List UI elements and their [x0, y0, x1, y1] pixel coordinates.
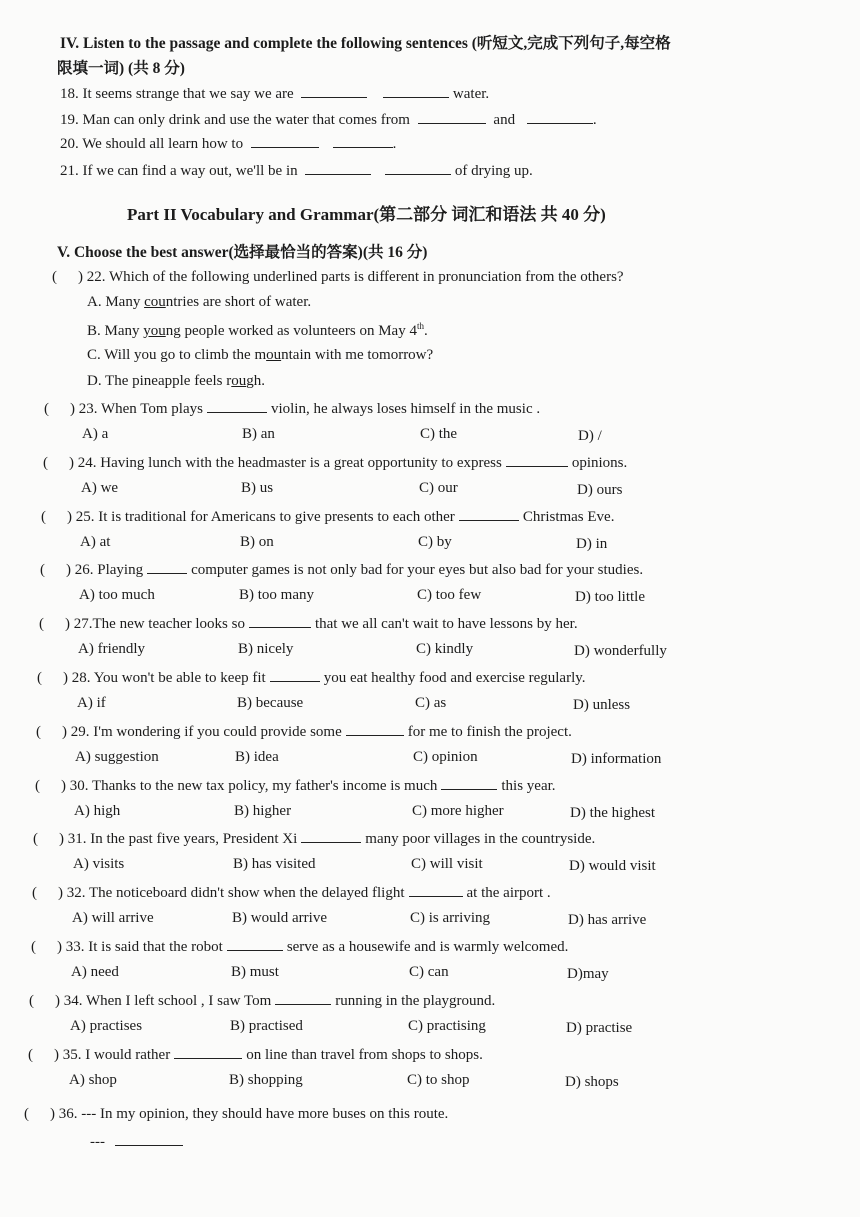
answer-blank[interactable] [333, 135, 393, 148]
question-34-option-b[interactable]: B) practised [230, 1018, 303, 1034]
answer-bracket[interactable]: ( [36, 724, 41, 740]
option-text: . [423, 323, 428, 339]
superscript: th [416, 321, 424, 331]
question-text-end: running in the playground. [335, 993, 496, 1009]
question-28-option-a[interactable]: A) if [77, 695, 106, 711]
answer-bracket[interactable]: ( [29, 993, 34, 1009]
question-33-option-c[interactable]: C) can [409, 964, 449, 980]
answer-blank[interactable] [270, 669, 320, 682]
underlined-part: cou [144, 294, 166, 310]
answer-blank[interactable] [506, 454, 568, 467]
question-19-text: 19. Man can only drink and use the water that comes from [60, 112, 410, 128]
question-35-option-c[interactable]: C) to shop [407, 1072, 470, 1088]
question-30-option-c[interactable]: C) more higher [412, 803, 504, 819]
question-20-text: 20. We should all learn how to [60, 136, 244, 152]
question-25-option-c[interactable]: C) by [418, 534, 452, 550]
question-30-option-b[interactable]: B) higher [234, 803, 292, 819]
question-19-period: . [592, 112, 597, 128]
question-34-option-c[interactable]: C) practising [408, 1018, 486, 1034]
question-text: ) 23. When Tom plays [70, 401, 203, 417]
question-32-option-c[interactable]: C) is arriving [410, 910, 490, 926]
answer-blank[interactable] [249, 615, 311, 628]
answer-bracket[interactable]: ( [41, 509, 46, 525]
question-text: ) 27.The new teacher looks so [65, 616, 245, 632]
question-26-option-b[interactable]: B) too many [239, 587, 314, 603]
question-28-option-d[interactable]: D) unless [573, 697, 631, 713]
question-text: ) 33. It is said that the robot [57, 939, 223, 955]
answer-blank[interactable] [174, 1046, 242, 1059]
question-text-end: opinions. [571, 455, 628, 471]
answer-blank[interactable] [527, 111, 593, 124]
option-text: C. Will you go to climb the m [87, 347, 267, 363]
question-35 [28, 1046, 483, 1064]
question-30-option-d[interactable]: D) the highest [570, 805, 655, 821]
question-35-option-a[interactable]: A) shop [69, 1072, 117, 1088]
question-26 [40, 561, 643, 579]
option-text: gh. [246, 373, 266, 389]
answer-blank[interactable] [409, 884, 463, 897]
question-30-option-a[interactable]: A) high [74, 803, 121, 819]
question-24-option-b[interactable]: B) us [241, 480, 274, 496]
answer-blank[interactable] [418, 111, 486, 124]
answer-bracket[interactable]: ( [39, 616, 44, 632]
question-32 [32, 884, 551, 902]
answer-blank[interactable] [301, 830, 361, 843]
question-22-text: ) 22. Which of the following underlined parts is different in pronunciation from the others? [78, 269, 624, 285]
answer-bracket[interactable]: ( [43, 455, 48, 471]
answer-blank[interactable] [115, 1133, 183, 1146]
question-35-option-d[interactable]: D) shops [565, 1074, 619, 1090]
answer-blank[interactable] [441, 777, 497, 790]
question-text-end: on line than travel from shops to shops. [246, 1047, 483, 1063]
answer-bracket[interactable]: ( [52, 269, 57, 285]
underlined-part: you [143, 323, 166, 339]
question-27-option-a[interactable]: A) friendly [78, 641, 146, 657]
option-text: B. Many [87, 323, 144, 339]
question-26-option-a[interactable]: A) too much [79, 587, 155, 603]
question-22-option-d[interactable] [87, 373, 265, 390]
section-4-heading-line1: IV. Listen to the passage and complete the following sentences (听短文,完成下列句子,每空格 [60, 35, 671, 52]
answer-bracket[interactable]: ( [31, 939, 36, 955]
option-text: D. The pineapple feels r [87, 373, 232, 389]
question-24 [43, 454, 627, 472]
question-28 [37, 669, 586, 687]
question-20-period: . [392, 136, 397, 152]
question-32-option-d[interactable]: D) has arrive [568, 912, 647, 928]
question-25-option-d[interactable]: D) in [576, 536, 608, 552]
question-text-end: at the airport . [466, 885, 551, 901]
question-23-option-b[interactable]: B) an [242, 426, 275, 442]
question-18-text: 18. It seems strange that we say we are [60, 86, 294, 102]
question-28-option-b[interactable]: B) because [237, 695, 304, 711]
question-19-and: and [493, 112, 516, 128]
question-33 [31, 938, 568, 956]
question-23 [44, 400, 540, 418]
question-18 [60, 85, 489, 103]
question-25 [41, 508, 614, 526]
answer-blank[interactable] [305, 162, 371, 175]
answer-blank[interactable] [383, 85, 449, 98]
question-36-reply [90, 1133, 183, 1151]
answer-bracket[interactable]: ( [37, 670, 42, 686]
question-text: ) 31. In the past five years, President Xi [59, 831, 298, 847]
question-22-option-c[interactable] [87, 347, 433, 364]
question-text: ) 29. I'm wondering if you could provide some [62, 724, 342, 740]
answer-blank[interactable] [275, 992, 331, 1005]
option-text: ng people worked as volunteers on May 4 [165, 323, 417, 339]
answer-bracket[interactable]: ( [33, 831, 38, 847]
question-24-option-a[interactable]: A) we [81, 480, 119, 496]
question-29-option-a[interactable]: A) suggestion [75, 749, 159, 765]
underlined-part: ou [231, 373, 247, 389]
question-31-option-a[interactable]: A) visits [73, 856, 125, 872]
question-18-text-end: water. [452, 86, 490, 102]
question-20 [60, 135, 396, 153]
question-19 [60, 111, 597, 129]
question-21 [60, 162, 533, 180]
answer-blank[interactable] [301, 85, 367, 98]
question-text: ) 24. Having lunch with the headmaster is a great opportunity to express [69, 455, 502, 471]
question-text: ) 30. Thanks to the new tax policy, my father's income is much [61, 778, 438, 794]
reply-dashes: --- [90, 1134, 105, 1150]
underlined-part: ou [266, 347, 282, 363]
question-23-option-a[interactable]: A) a [82, 426, 109, 442]
question-26-option-c[interactable]: C) too few [417, 587, 482, 603]
question-30 [35, 777, 556, 795]
answer-blank[interactable] [251, 135, 319, 148]
answer-blank[interactable] [346, 723, 404, 736]
question-31-option-d[interactable]: D) would visit [569, 858, 656, 874]
question-34-option-a[interactable]: A) practises [70, 1018, 143, 1034]
question-text-end: that we all can't wait to have lessons by her. [314, 616, 578, 632]
question-22-option-a[interactable] [87, 294, 311, 311]
question-29-option-d[interactable]: D) information [571, 751, 662, 767]
question-28-option-c[interactable]: C) as [415, 695, 447, 711]
question-31-option-b[interactable]: B) has visited [233, 856, 316, 872]
answer-blank[interactable] [207, 400, 267, 413]
answer-blank[interactable] [147, 561, 187, 574]
question-21-text-end: of drying up. [454, 163, 533, 179]
question-27 [39, 615, 578, 633]
question-text-end: computer games is not only bad for your eyes but also bad for your studies. [191, 562, 644, 578]
question-text-end: you eat healthy food and exercise regularly. [323, 670, 586, 686]
answer-bracket[interactable]: ( [28, 1047, 33, 1063]
question-25-option-a[interactable]: A) at [80, 534, 111, 550]
question-text: ) 35. I would rather [54, 1047, 171, 1063]
question-27-option-b[interactable]: B) nicely [238, 641, 294, 657]
question-33-option-a[interactable]: A) need [71, 964, 119, 980]
question-23-option-c[interactable]: C) the [420, 426, 458, 442]
answer-blank[interactable] [227, 938, 283, 951]
question-29 [36, 723, 572, 741]
question-text-end: violin, he always loses himself in the music . [270, 401, 541, 417]
question-35-option-b[interactable]: B) shopping [229, 1072, 303, 1088]
question-21-text: 21. If we can find a way out, we'll be in [60, 163, 298, 179]
question-text-end: serve as a housewife and is warmly welcomed. [286, 939, 569, 955]
question-29-option-c[interactable]: C) opinion [413, 749, 478, 765]
question-text-end: for me to finish the project. [407, 724, 572, 740]
question-22-option-b[interactable] [87, 321, 428, 340]
question-text: ) 34. When I left school , I saw Tom [55, 993, 272, 1009]
question-25-option-b[interactable]: B) on [240, 534, 274, 550]
question-34-option-d[interactable]: D) practise [566, 1020, 633, 1036]
question-31 [33, 830, 595, 848]
option-text: A. Many [87, 294, 145, 310]
part-2-title: Part II Vocabulary and Grammar(第二部分 词汇和语法 共 40 分) [127, 205, 606, 224]
question-33-option-d[interactable]: D)may [567, 966, 609, 982]
answer-bracket[interactable]: ( [44, 401, 49, 417]
answer-bracket[interactable]: ( [40, 562, 45, 578]
question-22 [52, 269, 624, 286]
option-text: ntries are short of water. [165, 294, 312, 310]
section-4-heading-line2: 限填一词) (共 8 分) [57, 60, 185, 77]
question-33-option-b[interactable]: B) must [231, 964, 279, 980]
question-text-end: many poor villages in the countryside. [365, 831, 596, 847]
question-text: ) 26. Playing [66, 562, 144, 578]
answer-bracket[interactable]: ( [32, 885, 37, 901]
question-26-option-d[interactable]: D) too little [575, 589, 645, 605]
answer-bracket[interactable]: ( [24, 1106, 29, 1122]
question-27-option-d[interactable]: D) wonderfully [574, 643, 667, 659]
question-34 [29, 992, 495, 1010]
question-text-end: Christmas Eve. [522, 509, 615, 525]
question-23-option-d[interactable]: D) / [578, 428, 602, 444]
question-36-text: ) 36. --- In my opinion, they should have more buses on this route. [50, 1106, 449, 1122]
question-text: ) 32. The noticeboard didn't show when the delayed flight [58, 885, 405, 901]
question-24-option-c[interactable]: C) our [419, 480, 458, 496]
answer-blank[interactable] [459, 508, 519, 521]
question-29-option-b[interactable]: B) idea [235, 749, 279, 765]
question-32-option-b[interactable]: B) would arrive [232, 910, 327, 926]
question-31-option-c[interactable]: C) will visit [411, 856, 483, 872]
section-5-heading: V. Choose the best answer(选择最恰当的答案)(共 16 分) [57, 244, 428, 261]
answer-bracket[interactable]: ( [35, 778, 40, 794]
answer-blank[interactable] [385, 162, 451, 175]
option-text: ntain with me tomorrow? [281, 347, 434, 363]
question-27-option-c[interactable]: C) kindly [416, 641, 474, 657]
question-text-end: this year. [501, 778, 556, 794]
question-text: ) 25. It is traditional for Americans to give presents to each other [67, 509, 455, 525]
question-36 [24, 1106, 448, 1123]
question-24-option-d[interactable]: D) ours [577, 482, 623, 498]
question-text: ) 28. You won't be able to keep fit [63, 670, 266, 686]
question-32-option-a[interactable]: A) will arrive [72, 910, 154, 926]
